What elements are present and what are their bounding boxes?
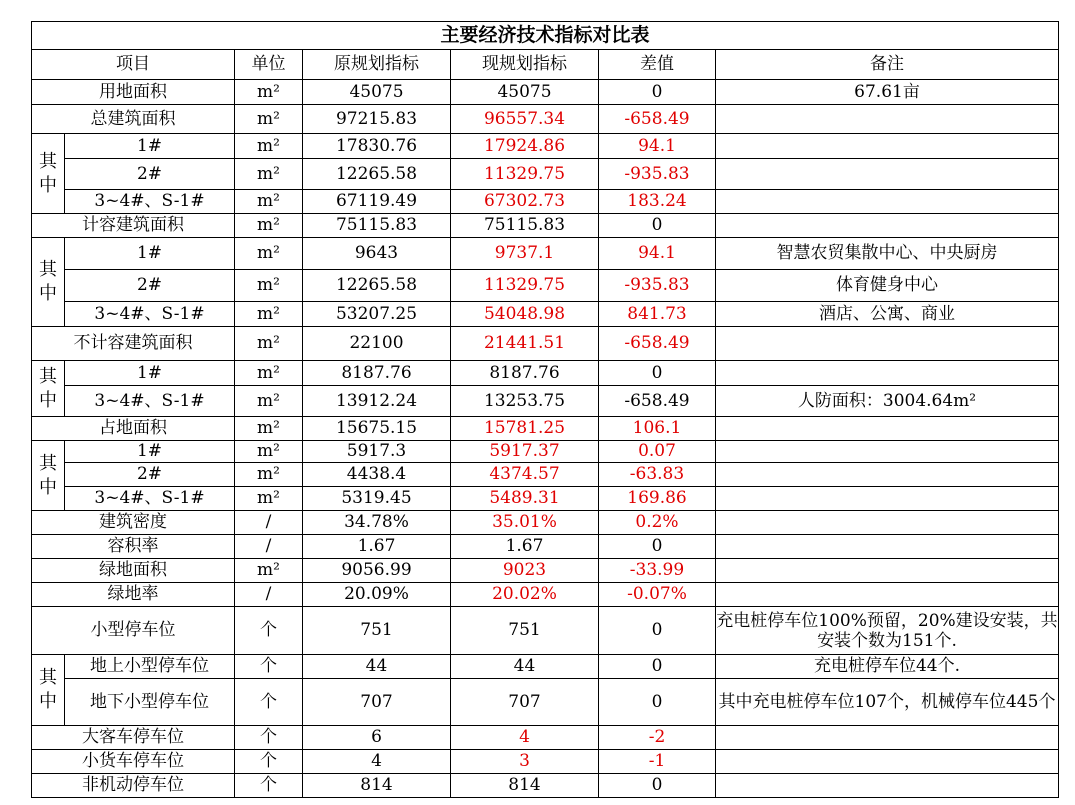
header-orig: 原规划指标 bbox=[303, 50, 451, 80]
row-diff: 0 bbox=[599, 80, 716, 105]
row-curr: 20.02% bbox=[451, 583, 599, 607]
row-item: 3~4#、S-1# bbox=[65, 386, 235, 417]
indicator-comparison-table bbox=[31, 21, 1059, 798]
row-unit: m² bbox=[235, 441, 303, 463]
row-diff: 183.24 bbox=[599, 190, 716, 214]
row-diff: -0.07% bbox=[599, 583, 716, 607]
header-diff: 差值 bbox=[599, 50, 716, 80]
qizhong-label: 其 中 bbox=[32, 441, 65, 511]
row-diff: 0 bbox=[599, 214, 716, 238]
row-curr: 35.01% bbox=[451, 511, 599, 535]
table-row bbox=[32, 159, 1059, 190]
row-note bbox=[716, 583, 1059, 607]
row-note bbox=[716, 105, 1059, 134]
row-item: 1# bbox=[65, 134, 235, 159]
header-note: 备注 bbox=[716, 50, 1059, 80]
row-unit: / bbox=[235, 583, 303, 607]
row-diff: 0.2% bbox=[599, 511, 716, 535]
row-item: 大客车停车位 bbox=[32, 726, 235, 750]
row-curr: 11329.75 bbox=[451, 159, 599, 190]
table-row bbox=[32, 80, 1059, 105]
row-note bbox=[716, 441, 1059, 463]
row-unit: 个 bbox=[235, 607, 303, 655]
row-unit: 个 bbox=[235, 726, 303, 750]
table-row bbox=[32, 417, 1059, 441]
row-item: 2# bbox=[65, 463, 235, 487]
row-orig: 22100 bbox=[303, 327, 451, 361]
row-note: 酒店、公寓、商业 bbox=[716, 302, 1059, 327]
row-item: 1# bbox=[65, 441, 235, 463]
row-unit: 个 bbox=[235, 679, 303, 726]
table-row bbox=[32, 190, 1059, 214]
row-curr: 9737.1 bbox=[451, 238, 599, 270]
header-curr: 现规划指标 bbox=[451, 50, 599, 80]
row-item: 容积率 bbox=[32, 535, 235, 559]
row-unit: / bbox=[235, 511, 303, 535]
row-note bbox=[716, 774, 1059, 798]
table-row bbox=[32, 238, 1059, 270]
row-item: 计容建筑面积 bbox=[32, 214, 235, 238]
row-note bbox=[716, 214, 1059, 238]
row-orig: 707 bbox=[303, 679, 451, 726]
row-orig: 4 bbox=[303, 750, 451, 774]
row-diff: -2 bbox=[599, 726, 716, 750]
table-row bbox=[32, 559, 1059, 583]
row-item: 3~4#、S-1# bbox=[65, 487, 235, 511]
row-unit: m² bbox=[235, 327, 303, 361]
row-unit: m² bbox=[235, 238, 303, 270]
row-orig: 814 bbox=[303, 774, 451, 798]
row-note: 其中充电桩停车位107个，机械停车位445个 bbox=[716, 679, 1059, 726]
row-unit: m² bbox=[235, 80, 303, 105]
row-diff: 0.07 bbox=[599, 441, 716, 463]
row-curr: 21441.51 bbox=[451, 327, 599, 361]
row-diff: -935.83 bbox=[599, 270, 716, 302]
row-orig: 44 bbox=[303, 655, 451, 679]
table-row bbox=[32, 774, 1059, 798]
row-note: 智慧农贸集散中心、中央厨房 bbox=[716, 238, 1059, 270]
row-diff: -935.83 bbox=[599, 159, 716, 190]
row-unit: m² bbox=[235, 463, 303, 487]
row-orig: 4438.4 bbox=[303, 463, 451, 487]
table-row bbox=[32, 726, 1059, 750]
row-note bbox=[716, 511, 1059, 535]
table-row bbox=[32, 214, 1059, 238]
row-note: 充电桩停车位44个. bbox=[716, 655, 1059, 679]
row-note: 人防面积：3004.64m² bbox=[716, 386, 1059, 417]
table-row bbox=[32, 105, 1059, 134]
row-item: 3~4#、S-1# bbox=[65, 190, 235, 214]
row-curr: 67302.73 bbox=[451, 190, 599, 214]
row-unit: / bbox=[235, 535, 303, 559]
row-diff: 0 bbox=[599, 607, 716, 655]
row-diff: 94.1 bbox=[599, 134, 716, 159]
table-row bbox=[32, 327, 1059, 361]
row-curr: 751 bbox=[451, 607, 599, 655]
row-unit: m² bbox=[235, 105, 303, 134]
row-note bbox=[716, 559, 1059, 583]
row-curr: 1.67 bbox=[451, 535, 599, 559]
row-unit: m² bbox=[235, 134, 303, 159]
row-item: 1# bbox=[65, 238, 235, 270]
row-unit: m² bbox=[235, 386, 303, 417]
row-diff: -1 bbox=[599, 750, 716, 774]
row-diff: 0 bbox=[599, 774, 716, 798]
row-item: 不计容建筑面积 bbox=[32, 327, 235, 361]
table-title: 主要经济技术指标对比表 bbox=[32, 22, 1059, 50]
table-row bbox=[32, 487, 1059, 511]
row-unit: m² bbox=[235, 190, 303, 214]
row-unit: 个 bbox=[235, 774, 303, 798]
row-diff: 169.86 bbox=[599, 487, 716, 511]
row-orig: 1.67 bbox=[303, 535, 451, 559]
row-note bbox=[716, 535, 1059, 559]
row-note bbox=[716, 190, 1059, 214]
row-unit: 个 bbox=[235, 655, 303, 679]
row-orig: 97215.83 bbox=[303, 105, 451, 134]
header-unit: 单位 bbox=[235, 50, 303, 80]
qizhong-label: 其 中 bbox=[32, 238, 65, 327]
row-orig: 20.09% bbox=[303, 583, 451, 607]
row-curr: 15781.25 bbox=[451, 417, 599, 441]
qizhong-label: 其 中 bbox=[32, 134, 65, 214]
row-orig: 12265.58 bbox=[303, 159, 451, 190]
row-item: 总建筑面积 bbox=[32, 105, 235, 134]
row-item: 地下小型停车位 bbox=[65, 679, 235, 726]
row-unit: m² bbox=[235, 159, 303, 190]
row-item: 绿地率 bbox=[32, 583, 235, 607]
row-unit: 个 bbox=[235, 750, 303, 774]
row-curr: 814 bbox=[451, 774, 599, 798]
table-row bbox=[32, 535, 1059, 559]
row-unit: m² bbox=[235, 302, 303, 327]
table-row bbox=[32, 134, 1059, 159]
row-curr: 4374.57 bbox=[451, 463, 599, 487]
header-row bbox=[32, 50, 1059, 80]
row-note bbox=[716, 417, 1059, 441]
table-row bbox=[32, 441, 1059, 463]
row-unit: m² bbox=[235, 487, 303, 511]
row-item: 1# bbox=[65, 361, 235, 386]
table-row bbox=[32, 463, 1059, 487]
table-row bbox=[32, 386, 1059, 417]
row-note: 67.61亩 bbox=[716, 80, 1059, 105]
table-row bbox=[32, 655, 1059, 679]
row-diff: 0 bbox=[599, 361, 716, 386]
row-unit: m² bbox=[235, 214, 303, 238]
row-curr: 5917.37 bbox=[451, 441, 599, 463]
row-curr: 9023 bbox=[451, 559, 599, 583]
row-orig: 9056.99 bbox=[303, 559, 451, 583]
row-curr: 45075 bbox=[451, 80, 599, 105]
table-row bbox=[32, 750, 1059, 774]
row-note bbox=[716, 726, 1059, 750]
row-curr: 96557.34 bbox=[451, 105, 599, 134]
row-orig: 67119.49 bbox=[303, 190, 451, 214]
row-orig: 75115.83 bbox=[303, 214, 451, 238]
row-orig: 15675.15 bbox=[303, 417, 451, 441]
row-note bbox=[716, 327, 1059, 361]
row-note bbox=[716, 134, 1059, 159]
row-curr: 5489.31 bbox=[451, 487, 599, 511]
row-diff: 106.1 bbox=[599, 417, 716, 441]
row-item: 2# bbox=[65, 159, 235, 190]
row-unit: m² bbox=[235, 361, 303, 386]
row-item: 小型停车位 bbox=[32, 607, 235, 655]
row-diff: -63.83 bbox=[599, 463, 716, 487]
row-note: 体育健身中心 bbox=[716, 270, 1059, 302]
table-row bbox=[32, 679, 1059, 726]
table-row bbox=[32, 302, 1059, 327]
row-item: 用地面积 bbox=[32, 80, 235, 105]
qizhong-label: 其 中 bbox=[32, 655, 65, 726]
row-unit: m² bbox=[235, 559, 303, 583]
row-diff: 841.73 bbox=[599, 302, 716, 327]
qizhong-label: 其 中 bbox=[32, 361, 65, 417]
row-orig: 17830.76 bbox=[303, 134, 451, 159]
row-diff: -33.99 bbox=[599, 559, 716, 583]
row-curr: 17924.86 bbox=[451, 134, 599, 159]
row-item: 绿地面积 bbox=[32, 559, 235, 583]
row-orig: 53207.25 bbox=[303, 302, 451, 327]
row-note bbox=[716, 463, 1059, 487]
table-row bbox=[32, 607, 1059, 655]
row-unit: m² bbox=[235, 270, 303, 302]
row-diff: -658.49 bbox=[599, 105, 716, 134]
row-item: 地上小型停车位 bbox=[65, 655, 235, 679]
table-row bbox=[32, 270, 1059, 302]
row-diff: 0 bbox=[599, 655, 716, 679]
row-orig: 13912.24 bbox=[303, 386, 451, 417]
row-diff: 94.1 bbox=[599, 238, 716, 270]
row-orig: 5917.3 bbox=[303, 441, 451, 463]
row-curr: 11329.75 bbox=[451, 270, 599, 302]
row-item: 建筑密度 bbox=[32, 511, 235, 535]
row-item: 非机动停车位 bbox=[32, 774, 235, 798]
row-orig: 751 bbox=[303, 607, 451, 655]
table-row bbox=[32, 511, 1059, 535]
row-curr: 44 bbox=[451, 655, 599, 679]
row-orig: 9643 bbox=[303, 238, 451, 270]
row-diff: -658.49 bbox=[599, 386, 716, 417]
table-row bbox=[32, 361, 1059, 386]
row-curr: 13253.75 bbox=[451, 386, 599, 417]
row-orig: 8187.76 bbox=[303, 361, 451, 386]
row-diff: 0 bbox=[599, 679, 716, 726]
row-item: 小货车停车位 bbox=[32, 750, 235, 774]
row-curr: 75115.83 bbox=[451, 214, 599, 238]
row-item: 2# bbox=[65, 270, 235, 302]
row-orig: 45075 bbox=[303, 80, 451, 105]
row-orig: 5319.45 bbox=[303, 487, 451, 511]
row-curr: 707 bbox=[451, 679, 599, 726]
row-item: 占地面积 bbox=[32, 417, 235, 441]
row-note bbox=[716, 750, 1059, 774]
row-unit: m² bbox=[235, 417, 303, 441]
row-diff: -658.49 bbox=[599, 327, 716, 361]
row-orig: 12265.58 bbox=[303, 270, 451, 302]
row-curr: 3 bbox=[451, 750, 599, 774]
row-note bbox=[716, 361, 1059, 386]
row-orig: 34.78% bbox=[303, 511, 451, 535]
row-note: 充电桩停车位100%预留，20%建设安装，共安装个数为151个. bbox=[716, 607, 1059, 655]
row-diff: 0 bbox=[599, 535, 716, 559]
row-item: 3~4#、S-1# bbox=[65, 302, 235, 327]
row-note bbox=[716, 487, 1059, 511]
row-curr: 54048.98 bbox=[451, 302, 599, 327]
row-curr: 4 bbox=[451, 726, 599, 750]
row-curr: 8187.76 bbox=[451, 361, 599, 386]
row-orig: 6 bbox=[303, 726, 451, 750]
header-item: 项目 bbox=[32, 50, 235, 80]
row-note bbox=[716, 159, 1059, 190]
table-row bbox=[32, 583, 1059, 607]
